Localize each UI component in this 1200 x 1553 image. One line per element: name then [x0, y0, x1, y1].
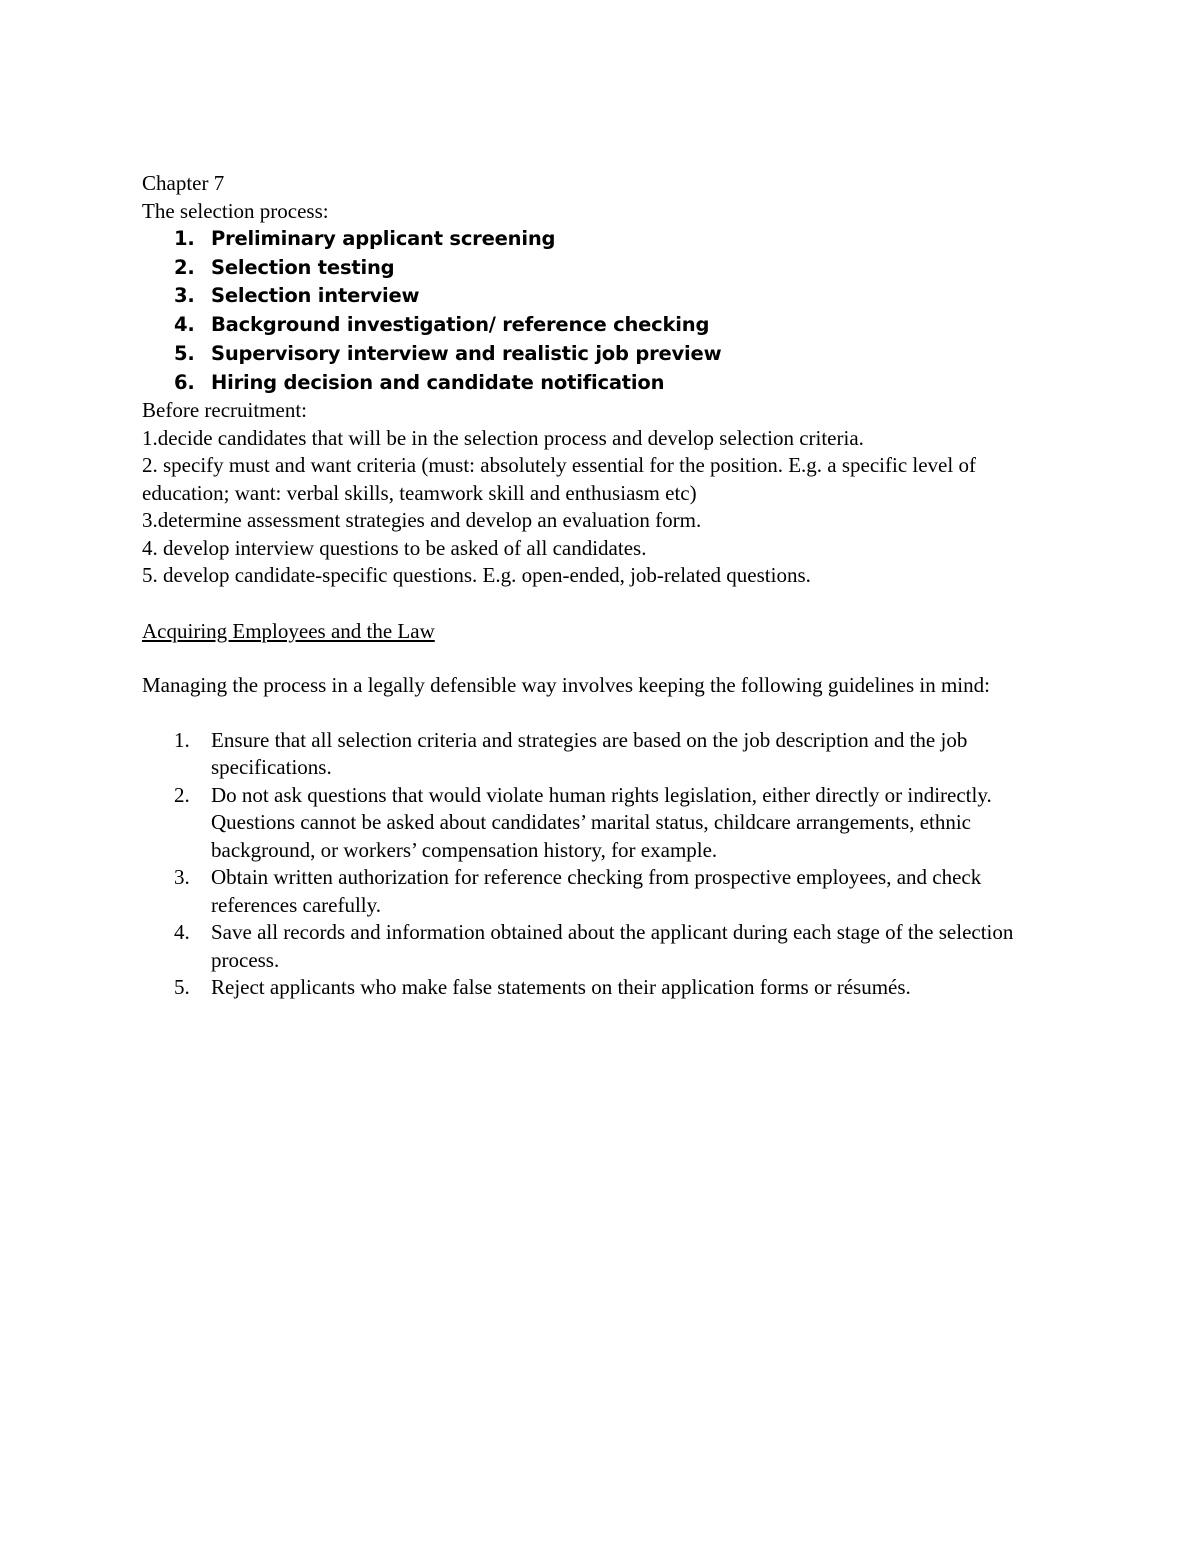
law-intro-paragraph: Managing the process in a legally defensible way involves keeping the following guidelines in mind: [142, 673, 990, 698]
list-number: 1. [174, 227, 195, 250]
list-item-text: Background investigation/ reference checking [211, 313, 710, 337]
list-item [142, 864, 1062, 919]
before-recruitment-item: 4. develop interview questions to be asked of all candidates. [142, 535, 647, 560]
guidelines-list [142, 727, 1062, 1002]
law-section-heading: Acquiring Employees and the Law [142, 618, 435, 643]
list-number: 3. [174, 284, 195, 308]
list-item [142, 974, 1062, 1002]
list-number: 4. [174, 920, 190, 945]
list-number: 5. [174, 341, 195, 365]
list-item [142, 727, 1062, 782]
list-item [142, 782, 1062, 865]
before-recruitment-heading: Before recruitment: [142, 398, 308, 423]
list-item-text: Reject applicants who make false statements on their application forms or résumés. [211, 975, 911, 1000]
list-number: 5. [174, 975, 190, 1000]
list-item-text: Selection testing [211, 255, 395, 279]
document-body [142, 170, 1062, 1002]
before-recruitment-item: 2. specify must and want criteria (must: absolutely essential for the position. E.g. a specific level of education; want: verbal skills, teamwork skill and enthusiasm etc) [142, 453, 976, 505]
list-number: 6. [174, 370, 195, 394]
list-item [142, 282, 1062, 311]
list-item [142, 919, 1062, 974]
list-number: 1. [174, 727, 190, 752]
list-item [142, 225, 1062, 254]
list-item-text: Preliminary applicant screening [211, 227, 556, 250]
list-number: 4. [174, 313, 195, 337]
list-item [142, 340, 1062, 369]
list-item-text: Supervisory interview and realistic job preview [211, 341, 722, 365]
list-item-text: Obtain written authorization for reference checking from prospective employees, and check references carefully. [211, 865, 982, 917]
list-item [142, 369, 1062, 398]
list-item-text: Save all records and information obtained about the applicant during each stage of the selection process. [211, 920, 1014, 972]
list-number: 3. [174, 865, 190, 890]
before-recruitment-item: 5. develop candidate-specific questions. E.g. open-ended, job-related questions. [142, 563, 811, 588]
selection-steps-list [142, 225, 1062, 397]
list-item-text: Ensure that all selection criteria and strategies are based on the job description and the job specifications. [211, 727, 968, 780]
selection-process-intro: The selection process: [142, 198, 329, 223]
list-item-text: Hiring decision and candidate notification [211, 370, 665, 394]
list-item-text: Selection interview [211, 284, 420, 308]
list-item [142, 311, 1062, 340]
list-item-text: Do not ask questions that would violate human rights legislation, either directly or indirectly. Questions cannot be asked about candidates’ marital status, childcare arrangements, ethnic background, or workers’ compensation history, for example. [211, 782, 992, 862]
list-number: 2. [174, 255, 195, 279]
before-recruitment-item: 3.determine assessment strategies and develop an evaluation form. [142, 508, 702, 533]
list-item [142, 254, 1062, 283]
list-number: 2. [174, 782, 190, 807]
chapter-title: Chapter 7 [142, 171, 225, 195]
before-recruitment-item: 1.decide candidates that will be in the selection process and develop selection criteria. [142, 425, 864, 450]
